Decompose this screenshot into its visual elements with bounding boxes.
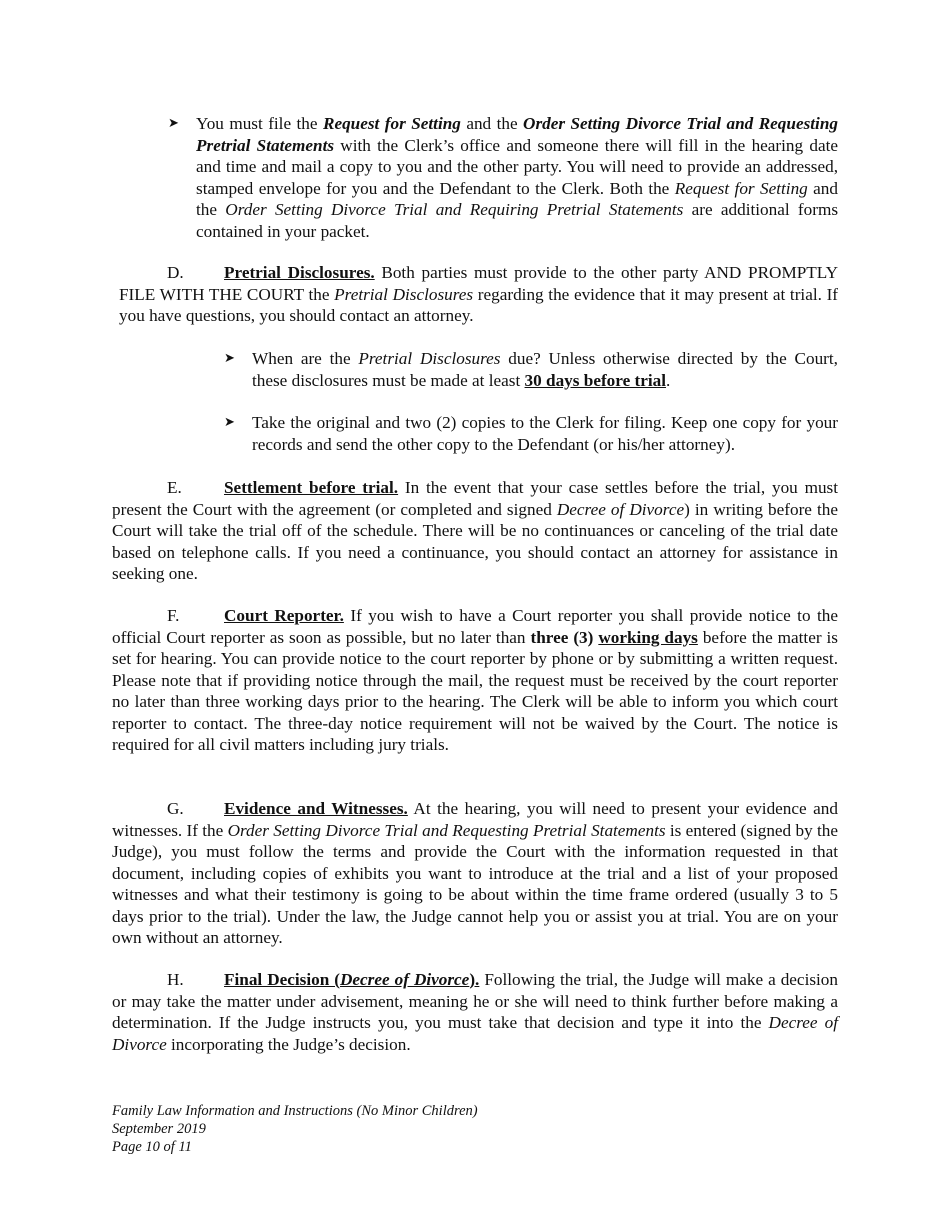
right-arrowhead-icon: ➤ xyxy=(168,116,179,131)
disclosure-due-bullet xyxy=(224,348,838,391)
section-f-court-reporter xyxy=(112,605,838,756)
section-h-final-decision xyxy=(112,969,838,1055)
disclosure-due-text: When are the Pretrial Disclosures due? Unless otherwise directed by the Court, these disclosures must be made at least 30 days before trial. xyxy=(252,349,838,390)
section-e-settlement xyxy=(112,477,838,585)
section-heading: Pretrial Disclosures. xyxy=(224,263,375,282)
filing-copies-bullet xyxy=(224,412,838,455)
section-h-text: H. Final Decision (Decree of Divorce). Following the trial, the Judge will make a decision or may take the matter under advisement, meaning he or she will need to think further before making a determination. If the Judge instructs you, you must take that decision and type it into the Decree of Divorce incorporating the Judge’s decision. xyxy=(112,970,838,1054)
section-letter: D. xyxy=(167,263,184,282)
section-g-text: G. Evidence and Witnesses. At the hearing, you will need to present your evidence and witnesses. If the Order Setting Divorce Trial and Requesting Pretrial Statements is entered (signed by the Judge), you must follow the terms and provide the Court with the information requested in that document, including copies of exhibits you want to introduce at the trial and a list of your proposed witnesses and what their testimony is going to be about within the time frame ordered (usually 3 to 5 days prior to the trial). Under the law, the Judge cannot help you or assist you at trial. You are on your own without an attorney. xyxy=(112,799,838,947)
section-heading: Settlement before trial. xyxy=(224,478,399,497)
section-d-text: D. Pretrial Disclosures. Both parties must provide to the other party AND PROMPTLY FILE WITH THE COURT the Pretrial Disclosures regarding the evidence that it may present at trial. If you have questions, you should contact an attorney. xyxy=(119,263,839,325)
filing-instructions-bullet xyxy=(168,113,839,242)
section-letter: G. xyxy=(167,799,184,818)
section-letter: F. xyxy=(167,606,180,625)
section-heading: Court Reporter. xyxy=(224,606,344,625)
section-letter: H. xyxy=(167,970,184,989)
filing-instructions-text: You must file the Request for Setting and the Order Setting Divorce Trial and Requesting Pretrial Statements with the Clerk’s office and someone there will fill in the hearing date and time and mail a copy to you and the other party. You will need to provide an addressed, stamped envelope for you and the Defendant to the Clerk. Both the Request for Setting and the Order Setting Divorce Trial and Requiring Pretrial Statements are additional forms contained in your packet. xyxy=(196,114,839,241)
right-arrowhead-icon: ➤ xyxy=(224,351,235,366)
section-d-pretrial-disclosures xyxy=(119,262,838,327)
right-arrowhead-icon: ➤ xyxy=(224,415,235,430)
section-g-evidence-witnesses xyxy=(112,798,838,949)
page-footer xyxy=(112,1102,478,1156)
section-heading: Evidence and Witnesses. xyxy=(224,799,408,818)
filing-copies-text: Take the original and two (2) copies to the Clerk for filing. Keep one copy for your records and send the other copy to the Defendant (or his/her attorney). xyxy=(252,413,838,454)
footer-page-number: Page 10 of 11 xyxy=(112,1139,192,1155)
footer-date: September 2019 xyxy=(112,1121,206,1137)
section-letter: E. xyxy=(167,478,182,497)
section-e-text: E. Settlement before trial. In the event that your case settles before the trial, you must present the Court with the agreement (or completed and signed Decree of Divorce) in writing before the Court will take the trial off of the schedule. There will be no continuances or canceling of the trial date based on telephone calls. If you need a continuance, you should contact an attorney for assistance in seeking one. xyxy=(112,478,838,583)
section-heading: Final Decision (Decree of Divorce). xyxy=(224,970,480,989)
footer-document-title: Family Law Information and Instructions (No Minor Children) xyxy=(112,1103,478,1119)
section-f-text: F. Court Reporter. If you wish to have a Court reporter you shall provide notice to the official Court reporter as soon as possible, but no later than three (3) working days before the matter is set for hearing. You can provide notice to the court reporter by phone or by submitting a written request. Please note that if providing notice through the mail, the request must be received by the court reporter no later than three working days prior to the hearing. The Clerk will be able to inform you which court reporter to contact. The three-day notice requirement will not be waived by the Court. The notice is required for all civil matters including jury trials. xyxy=(112,606,838,754)
